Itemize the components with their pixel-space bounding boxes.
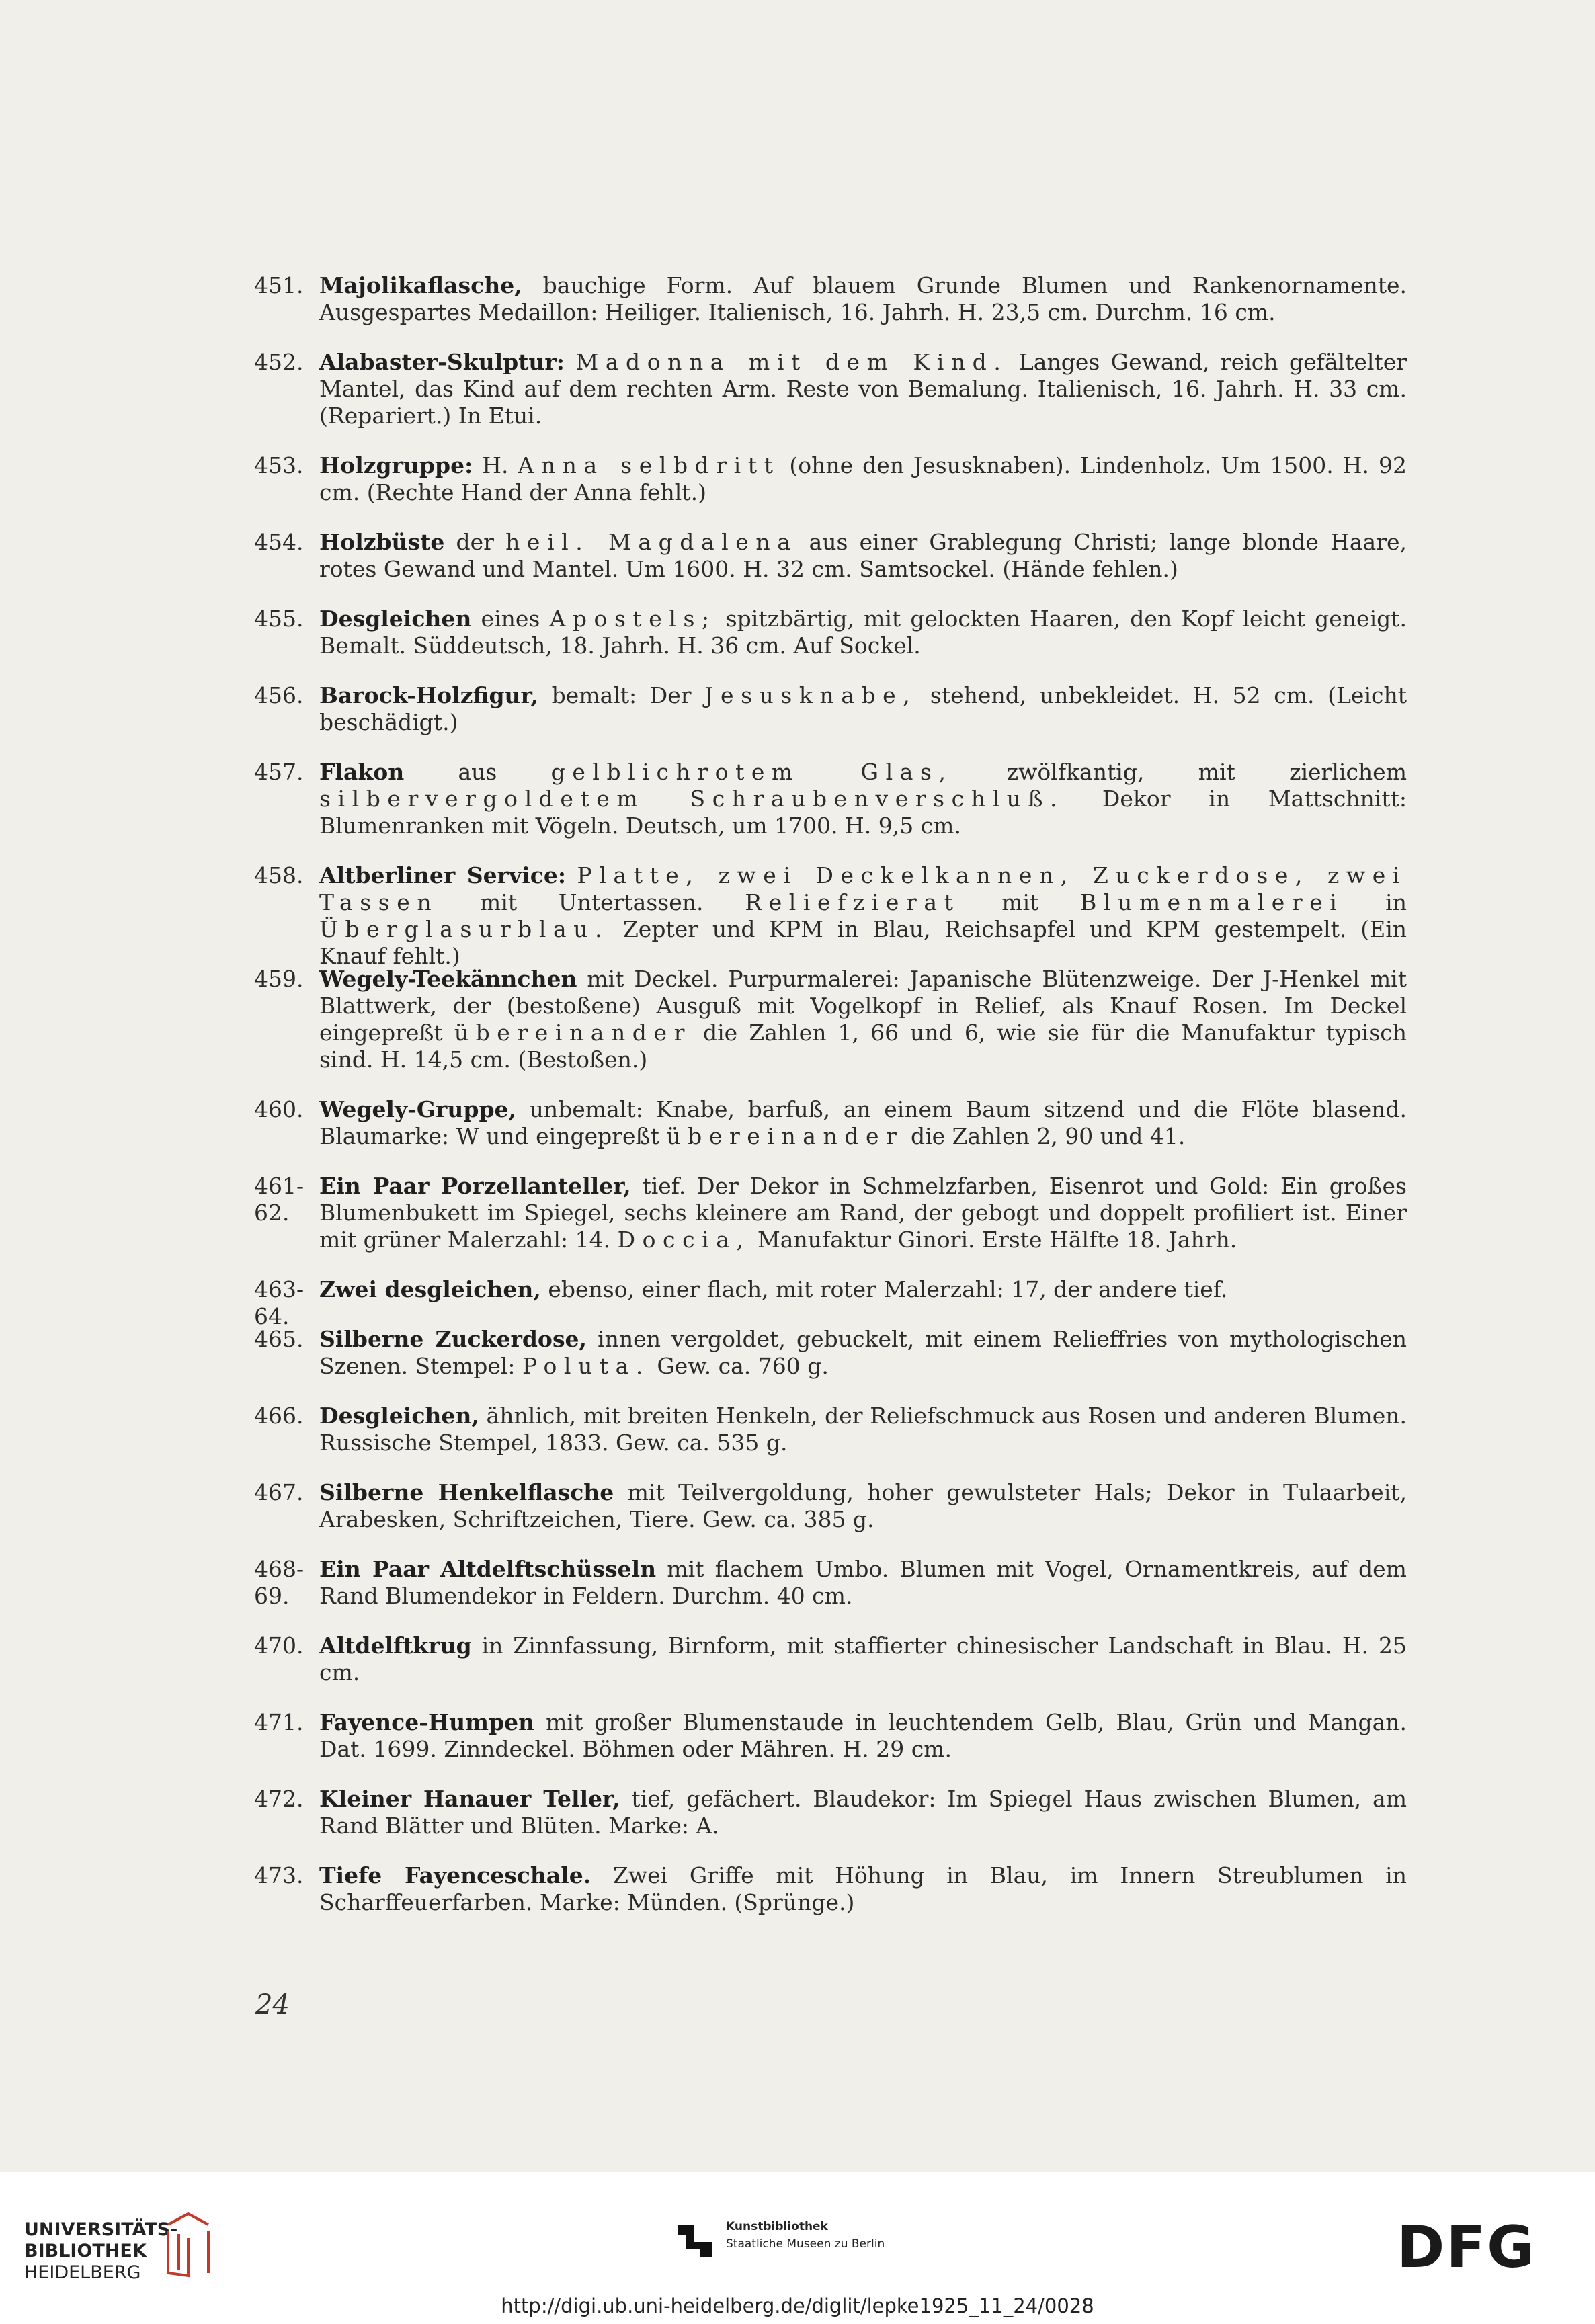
catalog-entry bbox=[254, 1276, 1407, 1329]
catalog-entry bbox=[254, 272, 1407, 326]
spaced-text: Reliefzierat bbox=[745, 889, 960, 915]
permalink-url[interactable]: http://digi.ub.uni-heidelberg.de/diglit/lepke1925_11_24/0028 bbox=[501, 2294, 1094, 2317]
entry-text bbox=[319, 349, 1407, 429]
catalog-entry bbox=[254, 606, 1407, 659]
entry-body: innen vergoldet, gebuckelt, mit einem Relieffries von mythologischen Szenen. Stempel: bbox=[319, 1326, 1407, 1379]
entry-number: 457. bbox=[254, 759, 304, 785]
spaced-text: Jesusknabe, bbox=[704, 682, 917, 708]
entry-title: Alabaster-Skulptur: bbox=[319, 349, 565, 375]
entry-text bbox=[319, 1709, 1407, 1763]
catalog-entry bbox=[254, 452, 1407, 506]
entry-body: zwölfkantig, mit zierlichem bbox=[952, 759, 1407, 785]
entry-number: 456. bbox=[254, 682, 304, 708]
entry-title: Fayence-Humpen bbox=[319, 1709, 535, 1735]
entry-text bbox=[319, 966, 1407, 1073]
entry-title: Ein Paar Altdelftschüsseln bbox=[319, 1556, 657, 1582]
entry-body: eines bbox=[471, 606, 550, 632]
spaced-text: gelblichrotem Glas, bbox=[550, 759, 953, 785]
entry-body: bemalt: Der bbox=[538, 682, 705, 708]
entry-number: 470. bbox=[254, 1632, 304, 1659]
spaced-text: silbervergoldetem Schraubenverschluß. bbox=[319, 786, 1065, 812]
entry-body: aus bbox=[404, 759, 551, 785]
entry-title: Wegely-Gruppe, bbox=[319, 1096, 517, 1122]
entry-body: die Zahlen 2, 90 und 41. bbox=[903, 1123, 1186, 1149]
catalog-entry bbox=[254, 349, 1407, 429]
entry-body: in bbox=[1344, 889, 1407, 915]
entry-body bbox=[565, 349, 575, 375]
entry-text bbox=[319, 1096, 1407, 1150]
university-library-logo[interactable] bbox=[24, 2219, 177, 2284]
entry-title: Altberliner Service: bbox=[319, 862, 566, 888]
entry-number: 454. bbox=[254, 529, 304, 555]
entry-number: 451. bbox=[254, 272, 304, 298]
dfg-logo[interactable]: DFG bbox=[1397, 2214, 1536, 2281]
spaced-text: Platte, zwei Deckelkannen, Zuckerdose, zwei Tassen bbox=[319, 862, 1407, 915]
entry-text bbox=[319, 529, 1407, 583]
entry-body: mit flachem Umbo. Blumen mit Vogel, Ornamentkreis, auf dem Rand Blumendekor in Feldern. Durchm. 40 cm. bbox=[319, 1556, 1407, 1609]
entry-text bbox=[319, 452, 1407, 506]
spaced-text: Poluta. bbox=[522, 1353, 650, 1379]
catalog-entry bbox=[254, 759, 1407, 839]
entry-title: Desgleichen, bbox=[319, 1403, 479, 1429]
entry-body bbox=[566, 862, 577, 888]
entry-body: in Zinnfassung, Birnform, mit staffierter chinesischer Landschaft in Blau. H. 25 cm. bbox=[319, 1632, 1407, 1686]
entry-text bbox=[319, 1556, 1407, 1610]
entry-body: spitzbärtig, mit gelockten Haaren, den Kopf leicht geneigt. Bemalt. Süddeutsch, 18. Jahrh. H. 36 cm. Auf Sockel. bbox=[319, 606, 1407, 659]
entry-body: Dekor in Mattschnitt: Blumenranken mit Vögeln. Deutsch, um 1700. H. 9,5 cm. bbox=[319, 786, 1407, 839]
entry-text bbox=[319, 1326, 1407, 1380]
catalog-entry bbox=[254, 1556, 1407, 1610]
entry-body: unbemalt: Knabe, barfuß, an einem Baum sitzend und die Flöte blasend. Blaumarke: W und eingepreßt bbox=[319, 1096, 1407, 1149]
kb-subtitle: Staatliche Museen zu Berlin bbox=[726, 2237, 885, 2251]
entry-title: Holzbüste bbox=[319, 529, 445, 555]
spaced-text: übereinander bbox=[666, 1123, 904, 1149]
entry-number: 472. bbox=[254, 1786, 304, 1812]
entry-title: Silberne Zuckerdose, bbox=[319, 1326, 587, 1352]
entry-title: Desgleichen bbox=[319, 606, 472, 632]
spaced-text: Blumenmalerei bbox=[1080, 889, 1344, 915]
entry-number: 461-62. bbox=[254, 1173, 304, 1226]
entry-title: Majolikaflasche, bbox=[319, 272, 522, 298]
entry-text bbox=[319, 1632, 1407, 1686]
entry-body: bauchige Form. Auf blauem Grunde Blumen und Rankenornamente. Ausgespartes Medaillon: Heiliger. Italienisch, 16. Jahrh. H. 23,5 cm. Durchm. 16 cm. bbox=[319, 272, 1407, 325]
entry-body: Langes Gewand, reich gefältelter Mantel, das Kind auf dem rechten Arm. Reste von Bemalung. Italienisch, 16. Jahrh. H. 33 cm. (Repariert.) In Etui. bbox=[319, 349, 1407, 429]
catalog-entry bbox=[254, 1709, 1407, 1763]
entry-text bbox=[319, 1786, 1407, 1839]
catalog-entry bbox=[254, 1479, 1407, 1533]
entry-number: 453. bbox=[254, 452, 304, 479]
entry-body: mit bbox=[960, 889, 1081, 915]
entry-number: 460. bbox=[254, 1096, 304, 1122]
page-number: 24 bbox=[255, 1989, 290, 2020]
entry-number: 463-64. bbox=[254, 1276, 304, 1329]
entry-number: 465. bbox=[254, 1326, 304, 1352]
entry-number: 466. bbox=[254, 1403, 304, 1429]
entry-number: 458. bbox=[254, 862, 304, 888]
catalog-entry bbox=[254, 529, 1407, 583]
entry-number: 467. bbox=[254, 1479, 304, 1505]
entry-text bbox=[319, 1479, 1407, 1533]
catalog-entry bbox=[254, 966, 1407, 1073]
entry-body: Zwei Griffe mit Höhung in Blau, im Innern Streublumen in Scharffeuerfarben. Marke: Münden. (Sprünge.) bbox=[319, 1862, 1407, 1915]
entry-body: mit Untertassen. bbox=[438, 889, 745, 915]
ub-logo-line1: UNIVERSITÄTS- bbox=[24, 2219, 178, 2240]
spaced-text: Madonna mit dem Kind. bbox=[575, 349, 1008, 375]
catalog-entry bbox=[254, 862, 1407, 970]
catalog-entry bbox=[254, 1326, 1407, 1380]
entry-text bbox=[319, 606, 1407, 659]
entry-body: ebenso, einer flach, mit roter Malerzahl: 17, der andere tief. bbox=[540, 1276, 1228, 1302]
entry-text bbox=[319, 862, 1407, 970]
spaced-text: heil. Magdalena bbox=[505, 529, 798, 555]
catalog-entry bbox=[254, 1096, 1407, 1150]
spaced-text: Überglasurblau. bbox=[319, 916, 610, 942]
entry-body: der bbox=[444, 529, 506, 555]
catalog-entry bbox=[254, 1173, 1407, 1253]
spaced-text: Doccia, bbox=[617, 1227, 751, 1253]
entry-text bbox=[319, 1403, 1407, 1456]
entry-body: mit Deckel. Purpurmalerei: Japanische Blütenzweige. Der J-Henkel mit Blattwerk, der (bestoßene) Ausguß mit Vogelkopf in Relief, als Knauf Rosen. Im Deckel eingepreßt bbox=[319, 966, 1407, 1046]
entry-text bbox=[319, 1862, 1407, 1916]
spaced-text: übereinander bbox=[454, 1020, 692, 1046]
entry-number: 452. bbox=[254, 349, 304, 375]
catalog-entry bbox=[254, 1403, 1407, 1456]
entry-number: 471. bbox=[254, 1709, 304, 1735]
entry-title: Barock-Holzfigur, bbox=[319, 682, 538, 708]
entry-body: mit Teilvergoldung, hoher gewulsteter Hals; Dekor in Tulaarbeit, Arabesken, Schriftzeichen, Tiere. Gew. ca. 385 g. bbox=[319, 1479, 1407, 1532]
entry-text bbox=[319, 1276, 1407, 1303]
kunstbibliothek-logo-icon[interactable] bbox=[673, 2218, 717, 2264]
entry-number: 473. bbox=[254, 1862, 304, 1889]
entry-body: stehend, unbekleidet. H. 52 cm. (Leicht beschädigt.) bbox=[319, 682, 1407, 735]
entry-body: Gew. ca. 760 g. bbox=[649, 1353, 829, 1379]
entry-title: Tiefe Fayenceschale. bbox=[319, 1862, 591, 1889]
ub-logo-line2: BIBLIOTHEK bbox=[24, 2241, 147, 2261]
entry-body: tief. Der Dekor in Schmelzfarben, Eisenrot und Gold: Ein großes Blumenbukett im Spiegel, sechs kleinere am Rand, der gebogt und doppelt profiliert ist. Einer mit grüner Malerzahl: 14. bbox=[319, 1173, 1407, 1253]
entry-body: die Zahlen 1, 66 und 6, wie sie für die Manufaktur typisch sind. H. 14,5 cm. (Bestoßen.) bbox=[319, 1020, 1407, 1073]
entry-number: 455. bbox=[254, 606, 304, 632]
entry-text bbox=[319, 682, 1407, 736]
entry-body: ähnlich, mit breiten Henkeln, der Reliefschmuck aus Rosen und anderen Blumen. Russische Stempel, 1833. Gew. ca. 535 g. bbox=[319, 1403, 1407, 1456]
entry-body: aus einer Grablegung Christi; lange blonde Haare, rotes Gewand und Mantel. Um 1600. H. 32 cm. Samtsockel. (Hände fehlen.) bbox=[319, 529, 1407, 582]
catalog-entry bbox=[254, 1632, 1407, 1686]
entry-body: Zepter und KPM in Blau, Reichsapfel und KPM gestempelt. (Ein Knauf fehlt.) bbox=[319, 916, 1407, 969]
catalog-entry bbox=[254, 1862, 1407, 1916]
entry-text bbox=[319, 1173, 1407, 1253]
spaced-text: Apostels; bbox=[549, 606, 717, 632]
entry-body: tief, gefächert. Blaudekor: Im Spiegel Haus zwischen Blumen, am Rand Blätter und Blüten. Marke: A. bbox=[319, 1786, 1407, 1839]
entry-title: Wegely-Teekännchen bbox=[319, 966, 577, 992]
catalog-entry bbox=[254, 682, 1407, 736]
entry-title: Zwei desgleichen, bbox=[319, 1276, 541, 1302]
entry-title: Flakon bbox=[319, 759, 405, 785]
entry-title: Ein Paar Porzellanteller, bbox=[319, 1173, 631, 1199]
entry-title: Altdelftkrug bbox=[319, 1632, 472, 1659]
ub-logo-line3: HEIDELBERG bbox=[24, 2262, 141, 2283]
entry-body: H. bbox=[473, 452, 518, 479]
entry-title: Holzgruppe: bbox=[319, 452, 473, 479]
kunstbibliothek-text bbox=[726, 2218, 885, 2253]
entry-body: Manufaktur Ginori. Erste Hälfte 18. Jahrh. bbox=[750, 1227, 1237, 1253]
ub-emblem-icon bbox=[161, 2211, 215, 2281]
entry-text bbox=[319, 272, 1407, 326]
kb-title: Kunstbibliothek bbox=[726, 2220, 828, 2233]
entry-number: 468-69. bbox=[254, 1556, 304, 1609]
spaced-text: Anna selbdritt bbox=[518, 452, 780, 479]
entry-text bbox=[319, 759, 1407, 839]
entry-body: (ohne den Jesusknaben). Lindenholz. Um 1500. H. 92 cm. (Rechte Hand der Anna fehlt.) bbox=[319, 452, 1407, 505]
entry-number: 459. bbox=[254, 966, 304, 992]
catalog-entry bbox=[254, 1786, 1407, 1839]
entry-body: mit großer Blumenstaude in leuchtendem Gelb, Blau, Grün und Mangan. Dat. 1699. Zinndeckel. Böhmen oder Mähren. H. 29 cm. bbox=[319, 1709, 1407, 1762]
entry-title: Silberne Henkelflasche bbox=[319, 1479, 614, 1505]
entry-title: Kleiner Hanauer Teller, bbox=[319, 1786, 620, 1812]
